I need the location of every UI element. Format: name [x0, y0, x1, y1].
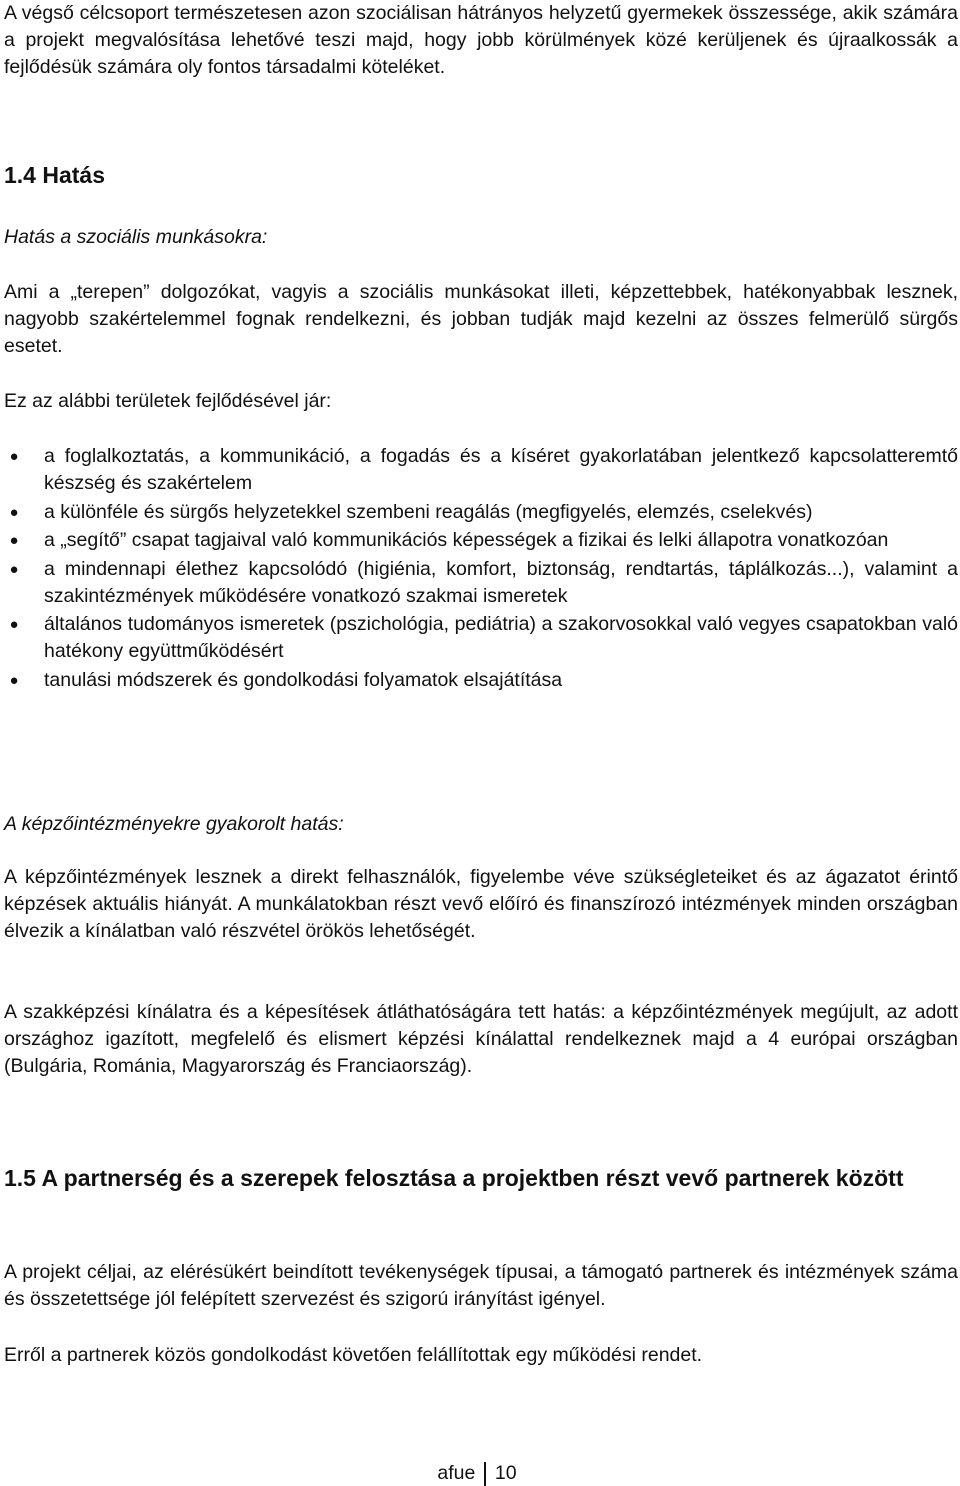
- operating-rules-paragraph: Erről a partnerek közös gondolkodást követően felállítottak egy működési rendet.: [4, 1344, 703, 1366]
- list-item: [4, 527, 958, 554]
- list-item: [4, 667, 958, 694]
- page-number: 10: [494, 1462, 517, 1484]
- section-heading-1-5: 1.5 A partnerség és a szerepek felosztása a projektben részt vevő partnerek között: [4, 1165, 904, 1191]
- list-item-text: általános tudományos ismeretek (pszichológia, pediátria) a szakorvosokkal való vegyes csapatokban való hatékony együttműködésért: [44, 613, 958, 662]
- list-item: [4, 611, 958, 665]
- list-item-text: tanulási módszerek és gondolkodási folyamatok elsajátítása: [44, 668, 563, 691]
- list-item: [4, 556, 958, 610]
- footer-separator: [484, 1462, 486, 1486]
- training-institutions-paragraph: A képzőintézmények lesznek a direkt felhasználók, figyelembe véve szükségleteiket és az ágazatot érintő képzések aktuális hiányát. A munkálatokban részt vevő előíró és finanszírozó intézmények minden országban élvezik a kínálatban való részvétel örökös lehetőségét.: [4, 866, 958, 942]
- list-item-text: a különféle és sürgős helyzetekkel szembeni reagálás (megfigyelés, elemzés, cselekvés): [44, 500, 813, 523]
- list-item-text: a foglalkoztatás, a kommunikáció, a fogadás és a kíséret gyakorlatában jelentkező kapcsolatteremtő készség és szakértelem: [44, 445, 958, 494]
- social-workers-paragraph: Ami a „terepen” dolgozókat, vagyis a szociális munkásokat illeti, képzettebbek, hatékonyabbak lesznek, nagyobb szakértelemmel fognak rendelkezni, és jobban tudják majd kezelni az összes felmerülő sürgős esetet.: [4, 281, 958, 357]
- bullet-icon: ●: [9, 671, 19, 689]
- list-item-text: a „segítő” csapat tagjaival való kommunikációs képességek a fizikai és lelki állapotra vonatkozóan: [44, 529, 889, 551]
- bullet-icon: ●: [9, 503, 19, 521]
- intro-paragraph: A végső célcsoport természetesen azon szociálisan hátrányos helyzetű gyermekek összessége, akik számára a projekt megvalósítása lehetővé teszi majd, hogy jobb körülmények közé kerüljenek és újraalkossák a fejlődésük számára oly fontos társadalmi köteléket.: [4, 2, 958, 78]
- bullet-icon: ●: [9, 560, 19, 578]
- areas-intro: Ez az alábbi területek fejlődésével jár:: [4, 390, 332, 412]
- bullet-icon: ●: [9, 532, 19, 549]
- training-institutions-subheading: A képzőintézményekre gyakorolt hatás:: [4, 813, 344, 835]
- list-item: [4, 499, 958, 526]
- list-item-text: a mindennapi élethez kapcsolódó (higiénia, komfort, biztonság, rendtartás, táplálkozás...), valamint a szakintézmények működésére vonatkozó szakmai ismeretek: [44, 557, 958, 607]
- list-item: [4, 443, 958, 497]
- bullet-icon: ●: [9, 448, 19, 465]
- section-heading-1-4: 1.4 Hatás: [4, 162, 106, 188]
- areas-list: [4, 443, 958, 695]
- social-workers-subheading: Hatás a szociális munkásokra:: [4, 226, 268, 248]
- bullet-icon: ●: [9, 616, 19, 633]
- transparency-paragraph: A szakképzési kínálatra és a képesítések átláthatóságára tett hatás: a képzőintézmények megújult, az adott országhoz igazított, megfelelő és elismert képzési kínálattal rendelkeznek majd a 4 európai országban (Bulgária, Románia, Magyarország és Franciaország).: [4, 1001, 958, 1077]
- partnership-paragraph: A projekt céljai, az elérésükért beindított tevékenységek típusai, a támogató partnerek és intézmények száma és összetettsége jól felépített szervezést és szigorú irányítást igényel.: [4, 1261, 958, 1310]
- footer-label: afue: [437, 1462, 476, 1484]
- page-footer: [0, 1460, 954, 1486]
